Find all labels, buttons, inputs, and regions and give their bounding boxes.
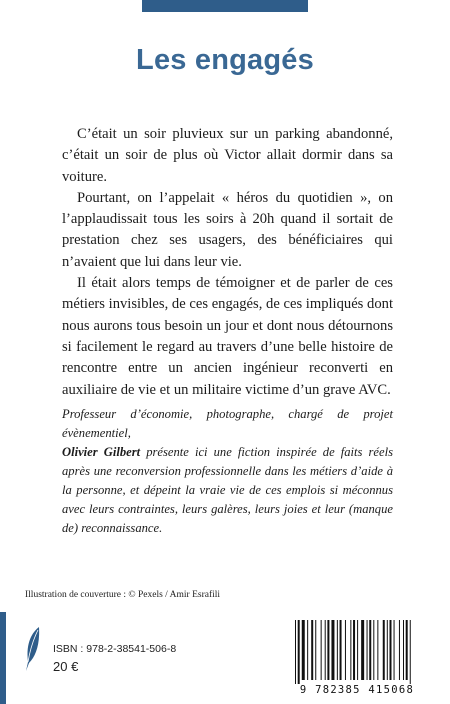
book-title: Les engagés [136,44,314,76]
bio-rest: présente ici une fiction inspirée de faits réels après une reconversion professionnelle dans les métiers d’aide à la personne, et dépeint la vraie vie de ces emplois si méconnus avec leurs contraintes, leurs galères, leurs joies et leur (manque de) reconnaissance. [62,445,393,535]
back-cover-summary [62,124,393,401]
author-name: Olivier Gilbert [62,445,141,459]
summary-paragraph-3: Il était alors temps de témoigner et de parler de ces métiers invisibles, de ces engagés, de ces impliqués dont nous aurons tous besoin un jour et dont nous détournons si facilement le regard au travers d’une belle histoire de rencontre entre un ancien ingénieur reconverti en auxiliaire de vie et un militaire victime d’un grave AVC. [62,275,393,398]
isbn-barcode [287,618,427,696]
author-bio [62,405,393,538]
bio-intro: Professeur d’économie, photographe, chargé de projet évènementiel, [62,407,393,440]
spine-accent-strip [0,612,6,704]
barcode-bars [287,618,427,684]
barcode-digits: 9 782385 415068 [299,684,415,696]
illustration-credit: Illustration de couverture : © Pexels / Amir Esrafili [25,590,221,600]
summary-paragraph-1: C’était un soir pluvieux sur un parking abandonné, c’était un soir de plus où Victor allait dormir dans sa voiture. [62,126,393,185]
summary-paragraph-2: Pourtant, on l’appelait « héros du quotidien », on l’applaudissait tous les soirs à 20h quand il sortait de prestation chez ses usagers, des bénéficiaires qui n’avaient que lui dans leur vie. [62,189,393,270]
quill-icon [22,626,44,672]
top-accent-bar [142,0,308,12]
price-text: 20 € [53,659,79,674]
isbn-text: ISBN : 978-2-38541-506-8 [53,643,177,655]
author-bio-paragraph [62,405,393,538]
